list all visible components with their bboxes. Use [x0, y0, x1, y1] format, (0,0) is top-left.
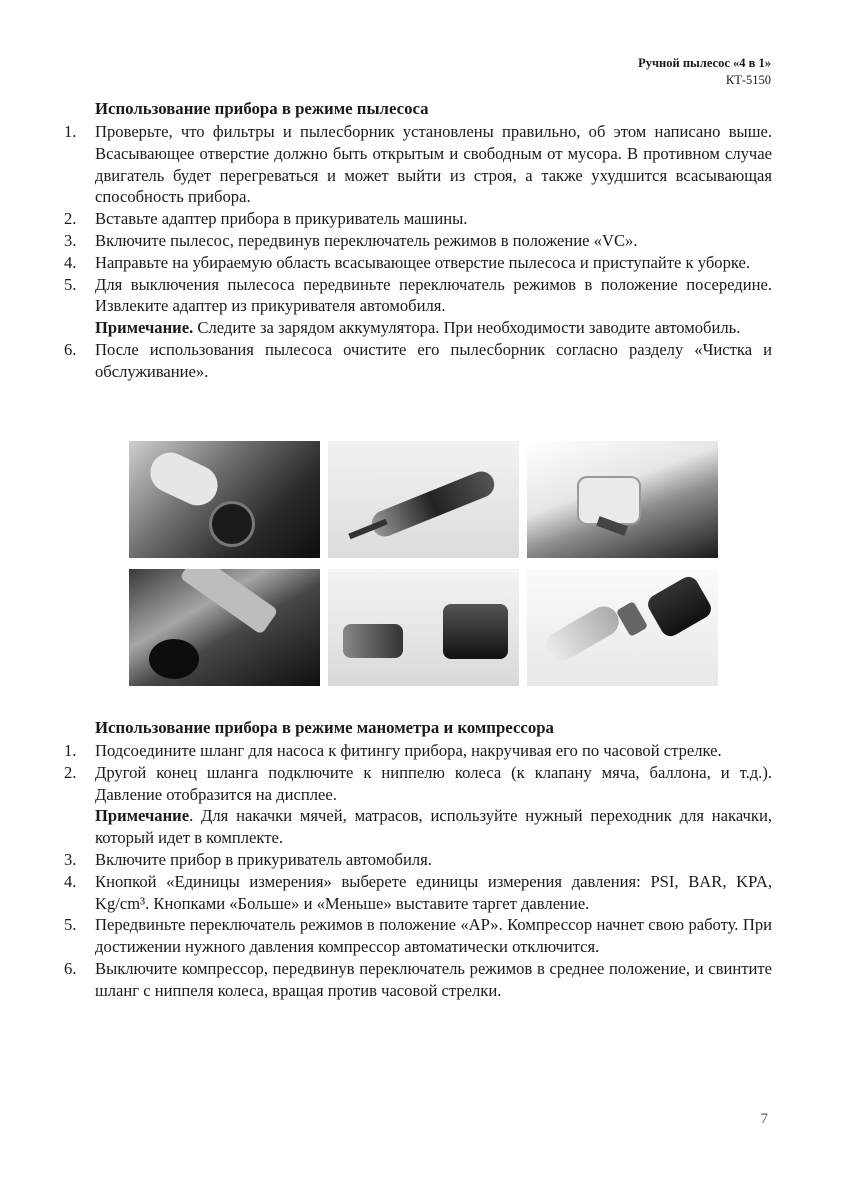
list-item	[64, 958, 772, 1002]
photo-cleaning-car	[129, 569, 320, 686]
note	[95, 805, 772, 849]
vacuum-mode-heading: Использование прибора в режиме пылесоса	[95, 99, 429, 118]
item-number: 1.	[64, 741, 77, 760]
list-item	[64, 274, 772, 339]
list-item	[64, 230, 772, 252]
list-item	[64, 121, 772, 208]
item-text: Включите прибор в прикуриватель автомобиля.	[95, 849, 432, 869]
item-text: Включите пылесос, передвинув переключатель режимов в положение «VC».	[95, 230, 638, 250]
item-text: Кнопкой «Единицы измерения» выберете единицы измерения давления: PSI, BAR, KPA, Kg/cm³. Кнопками «Больше» и «Меньше» выставите таргет давление.	[95, 871, 772, 913]
item-text: Передвиньте переключатель режимов в положение «АР». Компрессор начнет свою работу. При достижении нужного давления компрессор автоматически отключится.	[95, 915, 772, 957]
item-number: 5.	[64, 274, 77, 294]
item-text: Подсоедините шланг для насоса к фитингу прибора, накручивая его по часовой стрелке.	[95, 741, 722, 760]
note-text: . Для накачки мячей, матрасов, используйте нужный переходник для накачки, который идет в комплекте.	[95, 806, 772, 848]
item-text: Направьте на убираемую область всасывающее отверстие пылесоса и приступайте к уборке.	[95, 252, 751, 272]
note	[95, 317, 772, 339]
note-text: Следите за зарядом аккумулятора. При необходимости заводите автомобиль.	[193, 318, 741, 338]
list-item	[64, 252, 772, 274]
item-number: 2.	[64, 762, 77, 782]
list-item	[64, 871, 772, 915]
photo-mode-switch	[527, 441, 718, 558]
item-number: 1.	[64, 122, 77, 141]
item-text: После использования пылесоса очистите его пылесборник согласно разделу «Чистка и обслуживание».	[95, 339, 772, 381]
note-label: Примечание	[95, 806, 190, 826]
compressor-mode-heading: Использование прибора в режиме манометра и компрессора	[95, 718, 554, 737]
photo-filter-assembly	[527, 569, 718, 686]
photo-adapter-in-car	[129, 441, 320, 558]
list-item	[64, 740, 772, 762]
item-text: Вставьте адаптер прибора в прикуриватель машины.	[95, 209, 468, 229]
list-item	[64, 762, 772, 806]
photo-row	[129, 441, 719, 558]
list-item	[64, 914, 772, 958]
item-text: Для выключения пылесоса передвиньте переключатель режимов в положение посередине. Извлеките адаптер из прикуривателя автомобиля.	[95, 274, 772, 316]
item-number: 3.	[64, 230, 77, 250]
item-text: Проверьте, что фильтры и пылесборник установлены правильно, об этом написано выше. Всасывающее отверстие должно быть открытым и свободным от мусора. В противном случае двигатель будет перегреваться и может выйти из строя, а также ухудшится всасывающая способность прибора.	[95, 122, 772, 207]
item-number: 4.	[64, 252, 77, 272]
model-number: КТ-5150	[725, 73, 771, 87]
list-item	[64, 339, 772, 383]
item-number: 4.	[64, 871, 77, 891]
item-number: 6.	[64, 339, 77, 359]
vacuum-mode-section	[64, 98, 772, 383]
item-body	[95, 274, 772, 339]
list-item	[64, 849, 772, 871]
note-label: Примечание.	[95, 318, 194, 338]
list-item	[64, 208, 772, 230]
photo-vacuum-product	[328, 441, 519, 558]
page-number: 7	[760, 1111, 768, 1127]
usage-photos	[129, 441, 719, 697]
item-number: 2.	[64, 209, 77, 229]
page-header	[638, 55, 771, 89]
item-text: Другой конец шланга подключите к ниппелю колеса (к клапану мяча, баллона, и т.д.). Давление отобразится на дисплее.	[95, 762, 772, 804]
item-text: Выключите компрессор, передвинув переключатель режимов в среднее положение, и свинтите шланг с ниппеля колеса, вращая против часовой стрелки.	[95, 958, 772, 1000]
compressor-mode-section	[64, 717, 772, 1002]
item-number: 5.	[64, 915, 77, 935]
item-number: 3.	[64, 849, 77, 869]
photo-dust-container	[328, 569, 519, 686]
item-number: 6.	[64, 958, 77, 978]
photo-row	[129, 569, 719, 686]
product-title: Ручной пылесос «4 в 1»	[638, 56, 771, 70]
